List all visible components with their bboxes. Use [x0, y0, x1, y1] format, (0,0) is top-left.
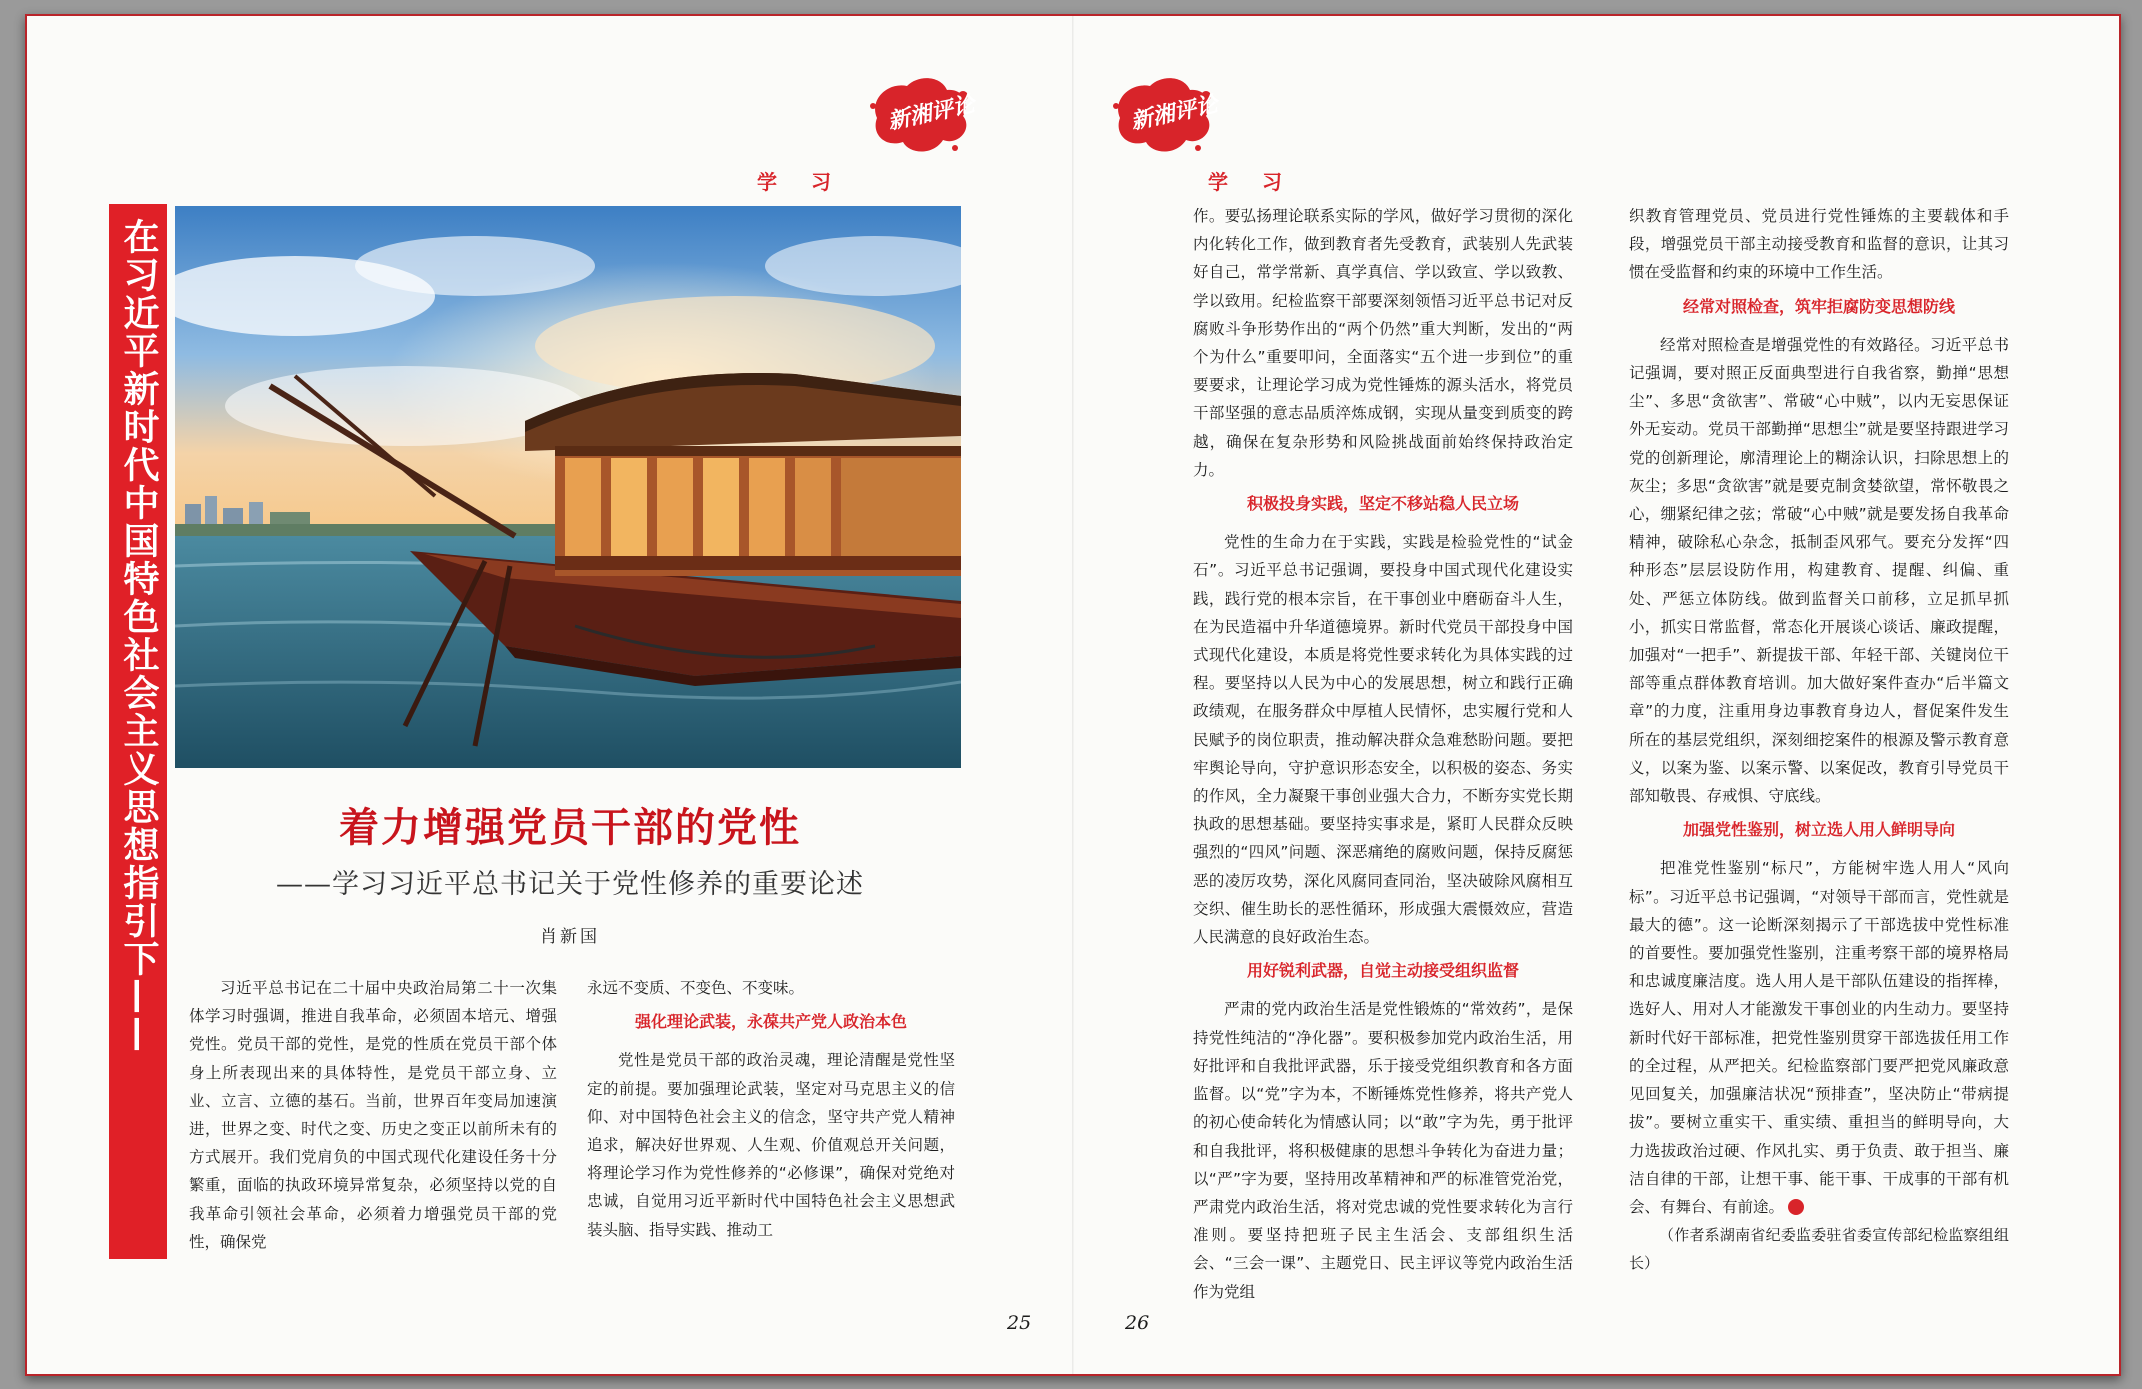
article-subtitle: ——学习习近平总书记关于党性修养的重要论述	[276, 869, 864, 900]
red-boat-photo	[175, 206, 961, 768]
brand-xuexi-chars: 学习	[1208, 170, 1316, 194]
section-heading: 经常对照检查，筑牢拒腐防变思想防线	[1682, 296, 1955, 316]
end-mark-icon	[1788, 1199, 1804, 1215]
text-column-3	[1193, 202, 1573, 1306]
magazine-spread	[25, 14, 2121, 1376]
paragraph: 经常对照检查是增强党性的有效路径。习近平总书记强调，要对照正反面典型进行自我省察，勤掸“思想尘”、多思“贪欲害”、常破“心中贼”，以内无妄思保证外无妄动。党员干部勤掸“思想尘”就是要坚持跟进学习党的创新理论，廓清理论上的糊涂认识，扫除思想上的灰尘；多思“贪欲害”就是要克制贪婪欲望，常怀敬畏之心，绷紧纪律之弦；常破“心中贼”就是要发扬自我革命精神，破除私心杂念，抵制歪风邪气。要充分发挥“四种形态”层层设防作用，构建教育、提醒、纠偏、重处、严惩立体防线。做到监督关口前移，立足抓早抓小，抓实日常监督，常态化开展谈心谈话、廉政提醒，加强对“一把手”、新提拔干部、年轻干部、关键岗位干部等重点群体教育培训。加大做好案件查办“后半篇文章”的力度，注重用身边事教育身边人，督促案件发生所在的基层党组织，深刻细挖案件的根源及警示教育意义，以案为鉴、以案示警、以案促改，教育引导党员干部知敬畏、存戒惧、守底线。	[1629, 335, 2009, 806]
page-number-left: 25	[1007, 1312, 1032, 1334]
spine-gutter	[1072, 16, 1074, 1374]
brand-calligraphy: 新湘评论	[1128, 91, 1221, 135]
paragraph: 党性的生命力在于实践，实践是检验党性的“试金石”。习近平总书记强调，要投身中国式现代化建设实践，践行党的根本宗旨，在干事创业中磨砺奋斗人生，在为民造福中升华道德境界。新时代党员干部投身中国式现代化建设，本质是将党性要求转化为具体实践的过程。要坚持以人民为中心的发展思想，树立和践行正确政绩观，在服务群众中厚植人民情怀，忠实履行党和人民赋予的岗位职责，推动解决群众急难愁盼问题。要把牢舆论导向，守护意识形态安全，以积极的姿态、务实的作风，全力凝聚干事创业强大合力，不断夯实党长期执政的思想基础。要坚持实事求是，紧盯人民群众反映强烈的“四风”问题、深恶痛绝的腐败问题，保持反腐惩恶的凌厉攻势，深化风腐同查同治，坚决破除风腐相互交织、催生助长的恶性循环，形成强大震慑效应，营造人民满意的良好政治生态。	[1193, 533, 1573, 947]
article-author: 肖新国	[540, 927, 600, 947]
text-column-1	[189, 974, 557, 1256]
brand-logo-left	[757, 70, 979, 194]
brand-calligraphy: 新湘评论	[885, 91, 978, 135]
author-note: （作者系湖南省纪委监委驻省委宣传部纪检监察组组长）	[1629, 1226, 2009, 1273]
paragraph: 党性是党员干部的政治灵魂，理论清醒是党性坚定的前提。要加强理论武装，坚定对马克思主义的信仰、对中国特色社会主义的信念，坚守共产党人精神追求，解决好世界观、人生观、价值观总开关问题，将理论学习作为党性修养的“必修课”，确保对党绝对忠诚，自觉用习近平新时代中国特色社会主义思想武装头脑、指导实践、推动工	[587, 1051, 955, 1239]
column-title-bar	[109, 204, 167, 1259]
paragraph: 织教育管理党员、党员进行党性锤炼的主要载体和手段，增强党员干部主动接受教育和监督的意识，让其习惯在受监督和约束的环境中工作生活。	[1629, 207, 2009, 282]
paragraph: 作。要弘扬理论联系实际的学风，做好学习贯彻的深化内化转化工作，做到教育者先受教育，武装别人先武装好自己，常学常新、真学真信、学以致宣、学以致教、学以致用。纪检监察干部要深刻领悟习近平总书记对反腐败斗争形势作出的“两个仍然”重大判断，发出的“两个为什么”重要叩问，全面落实“五个进一步到位”的重要要求，让理论学习成为党性锤炼的源头活水，将党员干部坚强的意志品质淬炼成钢，实现从量变到质变的跨越，确保在复杂形势和风险挑战面前始终保持政治定力。	[1193, 207, 1573, 479]
paragraph: 永远不变质、不变色、不变味。	[587, 979, 805, 997]
page-number-right: 26	[1125, 1312, 1150, 1334]
section-heading: 强化理论武装，永葆共产党人政治本色	[634, 1012, 907, 1032]
section-heading: 积极投身实践，坚定不移站稳人民立场	[1246, 494, 1519, 514]
section-heading: 加强党性鉴别，树立选人用人鲜明导向	[1682, 820, 1955, 840]
paragraph: 严肃的党内政治生活是党性锻炼的“常效药”，是保持党性纯洁的“净化器”。要积极参加党内政治生活，用好批评和自我批评武器，乐于接受党组织教育和各方面监督。以“党”字为本，不断锤炼党性修养，将共产党人的初心使命转化为情感认同；以“敢”字为先，勇于批评和自我批评，将积极健康的思想斗争转化为奋进力量；以“严”字为要，坚持用改革精神和严的标准管党治党，严肃党内政治生活，将对党忠诚的党性要求转化为言行准则。要坚持把班子民主生活会、支部组织生活会、“三会一课”、主题党日、民主评议等党内政治生活作为党组	[1193, 1000, 1573, 1301]
article-title: 着力增强党员干部的党性	[339, 804, 801, 851]
paragraph	[1629, 854, 2009, 1221]
column-title: 在习近平新时代中国特色社会主义思想指引下——	[118, 218, 159, 1054]
paragraph: 习近平总书记在二十届中央政治局第二十一次集体学习时强调，推进自我革命，必须固本培元、增强党性。党员干部的党性，是党的性质在党员干部个体身上所表现出来的具体特性，是党员干部立身、立业、立言、立德的基石。当前，世界百年变局加速演进，世界之变、时代之变、历史之变正以前所未有的方式展开。我们党肩负的中国式现代化建设任务十分繁重，面临的执政环境异常复杂，必须坚持以党的自我革命引领社会革命，必须着力增强党员干部的党性，确保党	[189, 979, 557, 1251]
text-column-2	[587, 974, 955, 1244]
section-heading: 用好锐利武器，自觉主动接受组织监督	[1246, 961, 1519, 981]
paragraph-text: 把准党性鉴别“标尺”，方能树牢选人用人“风向标”。习近平总书记强调，“对领导干部而言，党性就是最大的德”。这一论断深刻揭示了干部选拔中党性标准的首要性。要加强党性鉴别，注重考察干部的境界格局和忠诚度廉洁度。选人用人是干部队伍建设的指挥棒，选好人、用对人才能激发干事创业的内生动力。要坚持新时代好干部标准，把党性鉴别贯穿干部选拔任用工作的全过程，从严把关。纪检监察部门要严把党风廉政意见回复关，加强廉洁状况“预排查”，坚决防止“带病提拔”。要树立重实干、重实绩、重担当的鲜明导向，大力选拔政治过硬、作风扎实、勇于负责、敢于担当、廉洁自律的干部，让想干事、能干事、干成事的干部有机会、有舞台、有前途。	[1629, 859, 2009, 1216]
brand-xuexi-chars: 学习	[757, 170, 865, 194]
brand-logo-right	[1102, 70, 1316, 194]
text-column-4	[1629, 202, 2009, 1278]
